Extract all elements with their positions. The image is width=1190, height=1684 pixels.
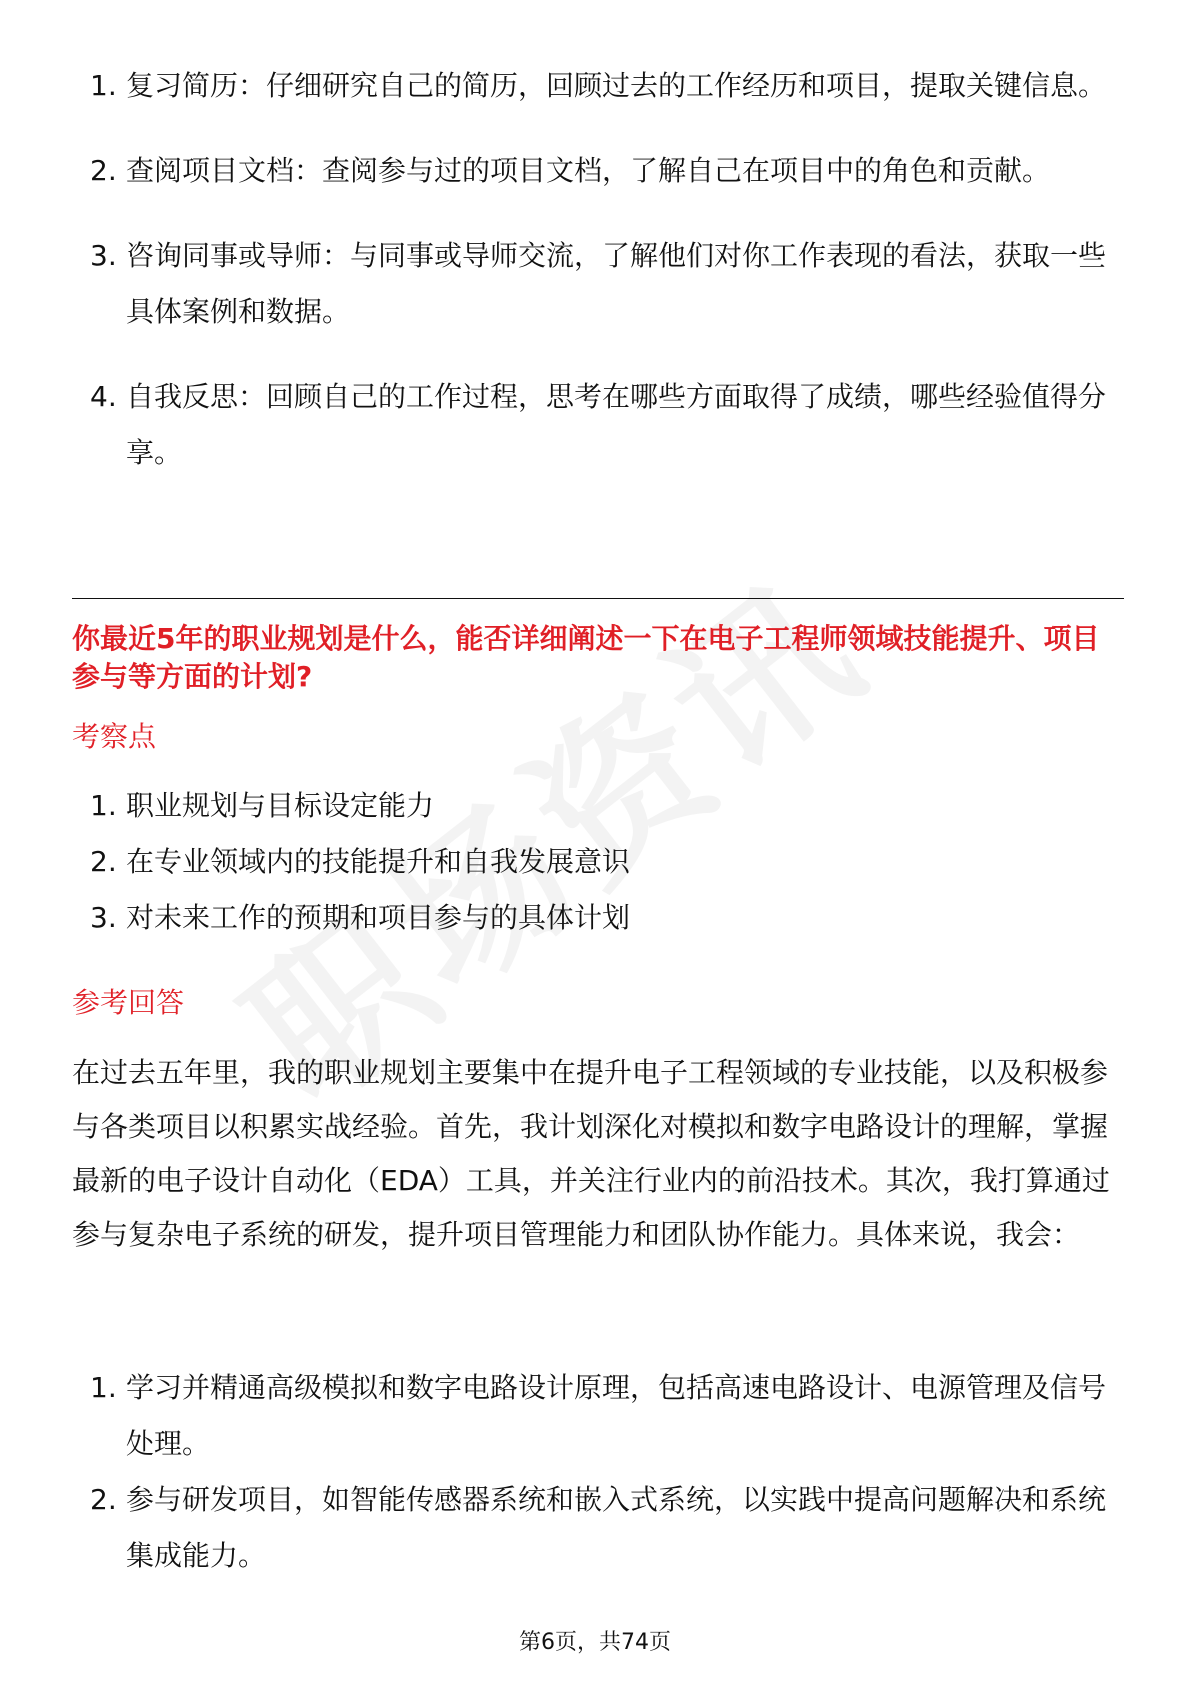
- list-item: [72, 369, 1124, 481]
- list-item-text: 职业规划与目标设定能力: [126, 789, 435, 822]
- prep-steps-list: [72, 58, 1124, 481]
- list-item: [72, 834, 1124, 890]
- list-item: [72, 1472, 1124, 1584]
- list-item-number: 4.: [90, 380, 117, 413]
- list-item-text: 学习并精通高级模拟和数字电路设计原理，包括高速电路设计、电源管理及信号处理。: [126, 1371, 1107, 1460]
- list-item-number: 1.: [90, 1371, 117, 1404]
- list-item-text: 自我反思：回顾自己的工作过程，思考在哪些方面取得了成绩，哪些经验值得分享。: [126, 380, 1107, 469]
- list-item-text: 咨询同事或导师：与同事或导师交流，了解他们对你工作表现的看法，获取一些具体案例和数据。: [126, 239, 1107, 328]
- list-item-number: 2.: [90, 154, 117, 187]
- assessment-points-title: 考察点: [72, 720, 157, 753]
- list-item-text: 在专业领域内的技能提升和自我发展意识: [126, 845, 631, 878]
- list-item-number: 1.: [90, 789, 117, 822]
- list-item: [72, 58, 1124, 114]
- page-footer: 第6页，共74页: [519, 1630, 671, 1655]
- assessment-points-list: [72, 778, 1124, 946]
- list-item-text: 对未来工作的预期和项目参与的具体计划: [126, 901, 631, 934]
- top-list-section: [72, 58, 1124, 481]
- list-item-text: 复习简历：仔细研究自己的简历，回顾过去的工作经历和项目，提取关键信息。: [126, 69, 1107, 102]
- list-item: [72, 143, 1124, 199]
- reference-answer-paragraph: 在过去五年里，我的职业规划主要集中在提升电子工程领域的专业技能，以及积极参与各类项目以积累实战经验。首先，我计划深化对模拟和数字电路设计的理解，掌握最新的电子设计自动化（EDA）工具，并关注行业内的前沿技术。其次，我打算通过参与复杂电子系统的研发，提升项目管理能力和团队协作能力。具体来说，我会：: [72, 1056, 1110, 1251]
- list-item-number: 3.: [90, 239, 117, 272]
- list-item-number: 2.: [90, 1483, 117, 1516]
- answer-plan-list: [72, 1360, 1124, 1584]
- list-item: [72, 1360, 1124, 1472]
- list-item-number: 3.: [90, 901, 117, 934]
- list-item-number: 1.: [90, 69, 117, 102]
- section-divider: [72, 598, 1124, 599]
- list-item-number: 2.: [90, 845, 117, 878]
- reference-answer-title: 参考回答: [72, 986, 185, 1019]
- list-item-text: 查阅项目文档：查阅参与过的项目文档，了解自己在项目中的角色和贡献。: [126, 154, 1051, 187]
- list-item: [72, 890, 1124, 946]
- list-item-text: 参与研发项目，如智能传感器系统和嵌入式系统，以实践中提高问题解决和系统集成能力。: [126, 1483, 1107, 1572]
- list-item: [72, 778, 1124, 834]
- question-heading: 你最近5年的职业规划是什么，能否详细阐述一下在电子工程师领域技能提升、项目参与等方面的计划?: [72, 622, 1100, 693]
- list-item: [72, 228, 1124, 340]
